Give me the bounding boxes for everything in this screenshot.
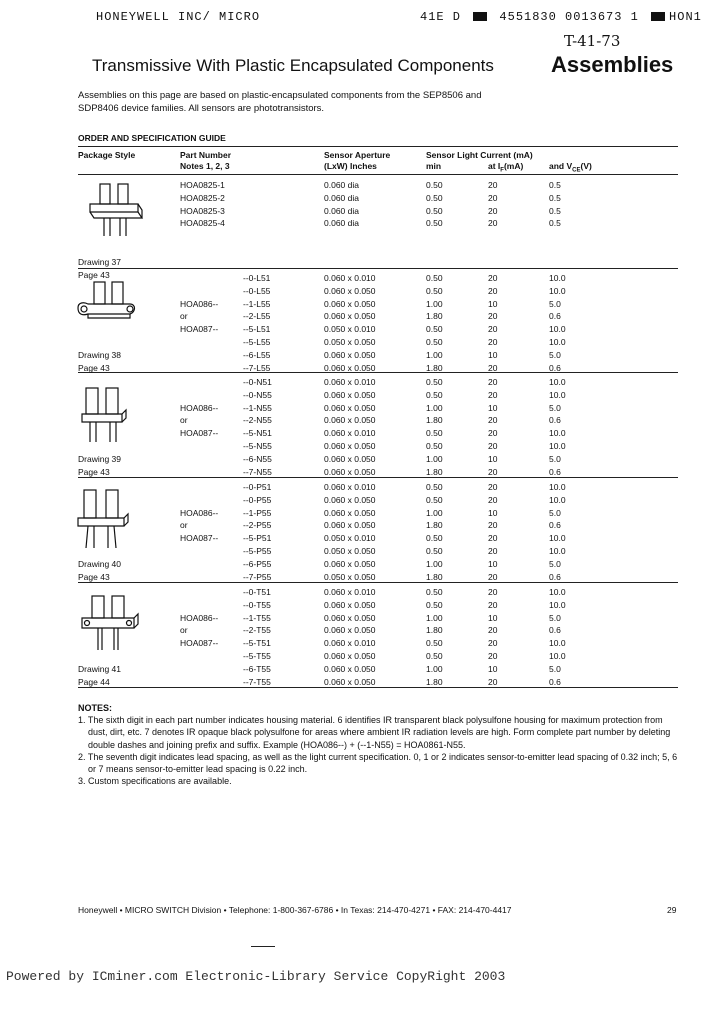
- cell-min-current: 1.80: [426, 571, 443, 582]
- cell-and-vce: 10.0: [549, 546, 566, 556]
- sensor-drawing-40: [76, 484, 132, 554]
- cell-part-suffix: --7-T55: [243, 676, 271, 687]
- cell-at-if: 20: [488, 377, 498, 387]
- cell-part-suffix: --1-P55: [243, 507, 272, 518]
- cell-at-if: 20: [488, 638, 498, 649]
- cell-and-vce: 0.6: [549, 520, 561, 531]
- cell-and-vce: 10.0: [549, 482, 566, 492]
- cell-min-current: 0.50: [426, 273, 443, 283]
- cell-aperture: 0.050 x 0.050: [324, 546, 376, 556]
- drawing-label: Drawing 40: [78, 558, 121, 569]
- cell-and-vce: 10.0: [549, 441, 566, 451]
- cell-at-if: 20: [488, 428, 498, 439]
- cell-at-if: 20: [488, 494, 498, 505]
- intro-text: Assemblies on this page are based on plastic-encapsulated components from the SEP8506 and SDP8406 device families. All sensors are phototransistors.: [78, 90, 482, 114]
- cell-aperture: 0.060 x 0.050: [324, 558, 376, 569]
- handwritten-code: T-41-73: [564, 32, 621, 50]
- cell-aperture: 0.060 x 0.050: [324, 349, 376, 360]
- cell-part-suffix: --7-P55: [243, 571, 272, 582]
- cell-part-suffix: --6-T55: [243, 663, 271, 674]
- cell-part-suffix: HOA0825-2: [180, 192, 225, 203]
- note-2: 2. The seventh digit indicates lead spacing, as well as the light current specification. 0, 1 or 2 indicates sensor-to-emitter lead spacing of 0.32 inch; 5, 6 or 7 means sensor-to-emitter lead spacing is 0.22 inch.: [78, 751, 678, 775]
- cell-aperture: 0.060 x 0.050: [324, 612, 376, 623]
- col-part-notes: Notes 1, 2, 3: [180, 161, 230, 171]
- header-code-right: 4551830 0013673 1: [499, 10, 639, 24]
- cell-at-if: 20: [488, 415, 498, 426]
- cell-at-if: 20: [488, 337, 498, 347]
- note-1: 1. The sixth digit in each part number indicates housing material. 6 identifies IR transparent black polysulfone housing for maximum protection from dust, dirt, etc. 7 denotes IR opaque black polysulfone for areas where ambient IR radiation levels are high. Form complete part number by deleting double dashes and joining prefix and suffix. Example (HOA086--) + (--1-N55) = HOA0861-N55.: [78, 715, 671, 750]
- cell-min-current: 0.50: [426, 377, 443, 387]
- cell-part-suffix: --0-P51: [243, 482, 272, 492]
- cell-part-suffix: --0-N51: [243, 377, 272, 387]
- cell-min-current: 0.50: [426, 324, 443, 335]
- cell-part-suffix: --2-N55: [243, 415, 272, 426]
- cell-min-current: 0.50: [426, 428, 443, 439]
- part-prefix: or: [180, 311, 188, 322]
- cell-part-suffix: --1-N55: [243, 402, 272, 413]
- cell-aperture: 0.060 x 0.050: [324, 663, 376, 674]
- cell-aperture: 0.060 x 0.050: [324, 599, 376, 610]
- cell-and-vce: 10.0: [549, 389, 566, 400]
- col-and-vce-sub: CE: [572, 167, 581, 174]
- cell-and-vce: 10.0: [549, 638, 566, 649]
- cell-at-if: 20: [488, 599, 498, 610]
- cell-at-if: 10: [488, 663, 498, 674]
- cell-at-if: 20: [488, 587, 498, 597]
- cell-min-current: 0.50: [426, 638, 443, 649]
- cell-and-vce: 0.6: [549, 571, 561, 582]
- cell-min-current: 0.50: [426, 533, 443, 544]
- cell-part-suffix: --5-P51: [243, 533, 272, 544]
- cell-aperture: 0.060 dia: [324, 180, 359, 190]
- cell-part-suffix: HOA0825-1: [180, 180, 225, 190]
- cell-min-current: 1.00: [426, 507, 443, 518]
- cell-at-if: 20: [488, 389, 498, 400]
- cell-min-current: 0.50: [426, 389, 443, 400]
- cell-at-if: 20: [488, 482, 498, 492]
- page-number: 29: [667, 905, 677, 915]
- cell-min-current: 1.80: [426, 311, 443, 322]
- col-min: min: [426, 161, 442, 171]
- cell-part-suffix: --0-T51: [243, 587, 271, 597]
- cell-part-suffix: --6-L55: [243, 349, 271, 360]
- cell-part-suffix: HOA0825-4: [180, 218, 225, 229]
- cell-aperture: 0.060 x 0.010: [324, 482, 376, 492]
- cell-at-if: 10: [488, 453, 498, 464]
- cell-aperture: 0.060 x 0.050: [324, 466, 376, 477]
- part-prefix: or: [180, 625, 188, 636]
- part-prefix: HOA086--: [180, 402, 219, 413]
- group-rule: [78, 268, 678, 269]
- cell-aperture: 0.060 x 0.010: [324, 428, 376, 439]
- drawing-label: Drawing 37: [78, 256, 121, 267]
- part-prefix: HOA087--: [180, 324, 219, 335]
- cell-at-if: 20: [488, 520, 498, 531]
- cell-aperture: 0.060 x 0.050: [324, 285, 376, 296]
- cell-at-if: 10: [488, 612, 498, 623]
- col-and-vce-units: (V): [580, 161, 592, 171]
- cell-min-current: 1.80: [426, 625, 443, 636]
- cell-aperture: 0.060 x 0.050: [324, 625, 376, 636]
- cell-part-suffix: --5-T51: [243, 638, 271, 649]
- barcode-mark: [651, 12, 665, 21]
- cell-part-suffix: --5-T55: [243, 651, 271, 661]
- drawing-page-ref: Page 43: [78, 269, 110, 280]
- notes-title: NOTES:: [78, 703, 113, 713]
- cell-min-current: 1.00: [426, 402, 443, 413]
- cell-aperture: 0.060 x 0.010: [324, 638, 376, 649]
- cell-min-current: 0.50: [426, 192, 443, 203]
- cell-and-vce: 10.0: [549, 533, 566, 544]
- cell-and-vce: 0.5: [549, 192, 561, 203]
- cell-min-current: 1.80: [426, 362, 443, 373]
- cell-aperture: 0.060 x 0.010: [324, 377, 376, 387]
- cell-and-vce: 0.6: [549, 676, 561, 687]
- cell-and-vce: 10.0: [549, 587, 566, 597]
- col-at-if-label: at I: [488, 161, 501, 171]
- part-prefix: HOA087--: [180, 638, 219, 649]
- cell-and-vce: 0.6: [549, 625, 561, 636]
- cell-part-suffix: --7-L55: [243, 362, 271, 373]
- sensor-drawing-41: [78, 590, 140, 660]
- cell-aperture: 0.060 x 0.050: [324, 402, 376, 413]
- cell-and-vce: 10.0: [549, 494, 566, 505]
- cell-part-suffix: --2-P55: [243, 520, 272, 531]
- col-aperture-label: Sensor Aperture: [324, 150, 391, 160]
- cell-and-vce: 0.5: [549, 205, 561, 216]
- cell-and-vce: 10.0: [549, 377, 566, 387]
- header-code: [420, 10, 702, 24]
- col-aperture: [324, 150, 390, 172]
- cell-at-if: 10: [488, 298, 498, 309]
- col-at-if-sub: F: [500, 167, 504, 174]
- group-rule: [78, 582, 678, 583]
- col-package-style: Package Style: [78, 150, 136, 160]
- cell-at-if: 20: [488, 273, 498, 283]
- drawing-label: Drawing 41: [78, 663, 121, 674]
- cell-min-current: 0.50: [426, 180, 443, 190]
- drawing-label: Drawing 38: [78, 349, 121, 360]
- cell-and-vce: 5.0: [549, 349, 561, 360]
- cell-and-vce: 5.0: [549, 558, 561, 569]
- cell-part-suffix: --2-T55: [243, 625, 271, 636]
- cell-part-suffix: --7-N55: [243, 466, 272, 477]
- col-light-current: Sensor Light Current (mA): [426, 150, 533, 160]
- cell-min-current: 0.50: [426, 546, 443, 556]
- cell-min-current: 1.00: [426, 663, 443, 674]
- cell-aperture: 0.060 x 0.010: [324, 273, 376, 283]
- drawing-page-ref: Page 43: [78, 466, 110, 477]
- cell-part-suffix: --5-N51: [243, 428, 272, 439]
- cell-min-current: 0.50: [426, 441, 443, 451]
- cell-at-if: 20: [488, 192, 498, 203]
- part-prefix: or: [180, 415, 188, 426]
- notes-list: [78, 714, 678, 788]
- cell-at-if: 20: [488, 651, 498, 661]
- cell-min-current: 0.50: [426, 599, 443, 610]
- cell-min-current: 1.00: [426, 298, 443, 309]
- cell-aperture: 0.060 x 0.050: [324, 676, 376, 687]
- cell-at-if: 20: [488, 362, 498, 373]
- guide-title: ORDER AND SPECIFICATION GUIDE: [78, 133, 226, 143]
- credit-line: Powered by ICminer.com Electronic-Library Service CopyRight 2003: [6, 969, 506, 984]
- group-rule: [78, 477, 678, 478]
- cell-and-vce: 0.5: [549, 180, 561, 190]
- cell-and-vce: 10.0: [549, 285, 566, 296]
- cell-part-suffix: --0-N55: [243, 389, 272, 400]
- cell-at-if: 10: [488, 507, 498, 518]
- cell-at-if: 10: [488, 402, 498, 413]
- col-and-vce-label: and V: [549, 161, 573, 171]
- cell-aperture: 0.060 dia: [324, 192, 359, 203]
- cell-aperture: 0.060 x 0.050: [324, 298, 376, 309]
- cell-min-current: 0.50: [426, 482, 443, 492]
- divider: [251, 946, 275, 947]
- cell-and-vce: 10.0: [549, 428, 566, 439]
- cell-and-vce: 5.0: [549, 612, 561, 623]
- header-company: HONEYWELL INC/ MICRO: [96, 10, 261, 24]
- col-part-number: [180, 150, 231, 172]
- cell-part-suffix: --5-L51: [243, 324, 271, 335]
- cell-at-if: 20: [488, 180, 498, 190]
- cell-part-suffix: --2-L55: [243, 311, 271, 322]
- group-rule: [78, 174, 678, 175]
- sensor-drawing-38: [74, 278, 140, 338]
- cell-min-current: 0.50: [426, 285, 443, 296]
- cell-part-suffix: --5-L55: [243, 337, 271, 347]
- part-prefix: HOA087--: [180, 428, 219, 439]
- cell-aperture: 0.060 x 0.050: [324, 441, 376, 451]
- cell-part-suffix: --5-P55: [243, 546, 272, 556]
- cell-min-current: 0.50: [426, 587, 443, 597]
- cell-at-if: 20: [488, 324, 498, 335]
- note-3: 3. Custom specifications are available.: [78, 776, 232, 787]
- col-part-number-label: Part Number: [180, 150, 232, 160]
- part-prefix: or: [180, 520, 188, 531]
- cell-part-suffix: HOA0825-3: [180, 205, 225, 216]
- cell-and-vce: 10.0: [549, 599, 566, 610]
- cell-at-if: 20: [488, 205, 498, 216]
- cell-min-current: 0.50: [426, 651, 443, 661]
- cell-and-vce: 0.5: [549, 218, 561, 229]
- part-prefix: HOA086--: [180, 507, 219, 518]
- group-rule: [78, 372, 678, 373]
- cell-aperture: 0.050 x 0.010: [324, 533, 376, 544]
- cell-and-vce: 5.0: [549, 663, 561, 674]
- part-prefix: HOA086--: [180, 298, 219, 309]
- part-prefix: HOA087--: [180, 533, 219, 544]
- table-top-rule: [78, 146, 678, 147]
- cell-at-if: 20: [488, 466, 498, 477]
- cell-aperture: 0.060 x 0.050: [324, 507, 376, 518]
- cell-aperture: 0.060 x 0.050: [324, 453, 376, 464]
- page-title: Transmissive With Plastic Encapsulated Components: [92, 56, 494, 75]
- cell-aperture: 0.060 x 0.050: [324, 311, 376, 322]
- cell-and-vce: 10.0: [549, 651, 566, 661]
- header-code-left: 41E D: [420, 10, 462, 24]
- cell-and-vce: 5.0: [549, 453, 561, 464]
- header-code-end: HON1: [669, 10, 702, 24]
- cell-and-vce: 0.6: [549, 362, 561, 373]
- col-at-if-units: (mA): [503, 161, 524, 171]
- cell-min-current: 1.00: [426, 612, 443, 623]
- cell-min-current: 1.00: [426, 558, 443, 569]
- table-bottom-rule: [78, 687, 678, 688]
- cell-aperture: 0.060 x 0.050: [324, 520, 376, 531]
- cell-and-vce: 10.0: [549, 273, 566, 283]
- cell-at-if: 20: [488, 546, 498, 556]
- drawing-page-ref: Page 43: [78, 362, 110, 373]
- cell-at-if: 20: [488, 441, 498, 451]
- cell-min-current: 1.80: [426, 520, 443, 531]
- cell-min-current: 0.50: [426, 494, 443, 505]
- cell-part-suffix: --0-T55: [243, 599, 271, 610]
- cell-at-if: 10: [488, 349, 498, 360]
- cell-min-current: 1.00: [426, 453, 443, 464]
- cell-part-suffix: --0-L51: [243, 273, 271, 283]
- cell-and-vce: 10.0: [549, 337, 566, 347]
- cell-min-current: 1.00: [426, 349, 443, 360]
- cell-aperture: 0.060 x 0.050: [324, 389, 376, 400]
- cell-min-current: 1.80: [426, 415, 443, 426]
- cell-and-vce: 0.6: [549, 311, 561, 322]
- cell-aperture: 0.050 x 0.050: [324, 337, 376, 347]
- cell-part-suffix: --0-L55: [243, 285, 271, 296]
- cell-aperture: 0.060 dia: [324, 205, 359, 216]
- cell-at-if: 20: [488, 285, 498, 296]
- cell-at-if: 20: [488, 311, 498, 322]
- cell-min-current: 0.50: [426, 218, 443, 229]
- cell-at-if: 20: [488, 218, 498, 229]
- cell-and-vce: 5.0: [549, 402, 561, 413]
- section-title: Assemblies: [551, 52, 674, 77]
- sensor-drawing-39: [80, 382, 130, 446]
- cell-at-if: 10: [488, 558, 498, 569]
- col-aperture-units: (LxW) Inches: [324, 161, 377, 171]
- drawing-label: Drawing 39: [78, 453, 121, 464]
- cell-part-suffix: --5-N55: [243, 441, 272, 451]
- cell-and-vce: 5.0: [549, 298, 561, 309]
- cell-min-current: 1.80: [426, 676, 443, 687]
- cell-aperture: 0.060 x 0.050: [324, 494, 376, 505]
- drawing-page-ref: Page 44: [78, 676, 110, 687]
- cell-and-vce: 0.6: [549, 415, 561, 426]
- cell-aperture: 0.050 x 0.010: [324, 324, 376, 335]
- cell-part-suffix: --0-P55: [243, 494, 272, 505]
- cell-at-if: 20: [488, 625, 498, 636]
- cell-aperture: 0.060 x 0.010: [324, 587, 376, 597]
- cell-part-suffix: --1-L55: [243, 298, 271, 309]
- sensor-drawing-37: [84, 180, 144, 240]
- barcode-mark: [473, 12, 487, 21]
- cell-and-vce: 10.0: [549, 324, 566, 335]
- cell-aperture: 0.050 x 0.050: [324, 571, 376, 582]
- cell-at-if: 20: [488, 571, 498, 582]
- drawing-page-ref: Page 43: [78, 571, 110, 582]
- cell-at-if: 20: [488, 676, 498, 687]
- cell-min-current: 0.50: [426, 205, 443, 216]
- part-prefix: HOA086--: [180, 612, 219, 623]
- cell-at-if: 20: [488, 533, 498, 544]
- cell-min-current: 0.50: [426, 337, 443, 347]
- cell-aperture: 0.060 x 0.050: [324, 651, 376, 661]
- cell-aperture: 0.060 x 0.050: [324, 362, 376, 373]
- cell-part-suffix: --6-N55: [243, 453, 272, 464]
- cell-aperture: 0.060 x 0.050: [324, 415, 376, 426]
- cell-part-suffix: --6-P55: [243, 558, 272, 569]
- cell-part-suffix: --1-T55: [243, 612, 271, 623]
- cell-min-current: 1.80: [426, 466, 443, 477]
- cell-and-vce: 0.6: [549, 466, 561, 477]
- cell-aperture: 0.060 dia: [324, 218, 359, 229]
- footer-contact: Honeywell • MICRO SWITCH Division • Telephone: 1-800-367-6786 • In Texas: 214-470-4271 • FAX: 214-470-4417: [78, 905, 512, 915]
- cell-and-vce: 5.0: [549, 507, 561, 518]
